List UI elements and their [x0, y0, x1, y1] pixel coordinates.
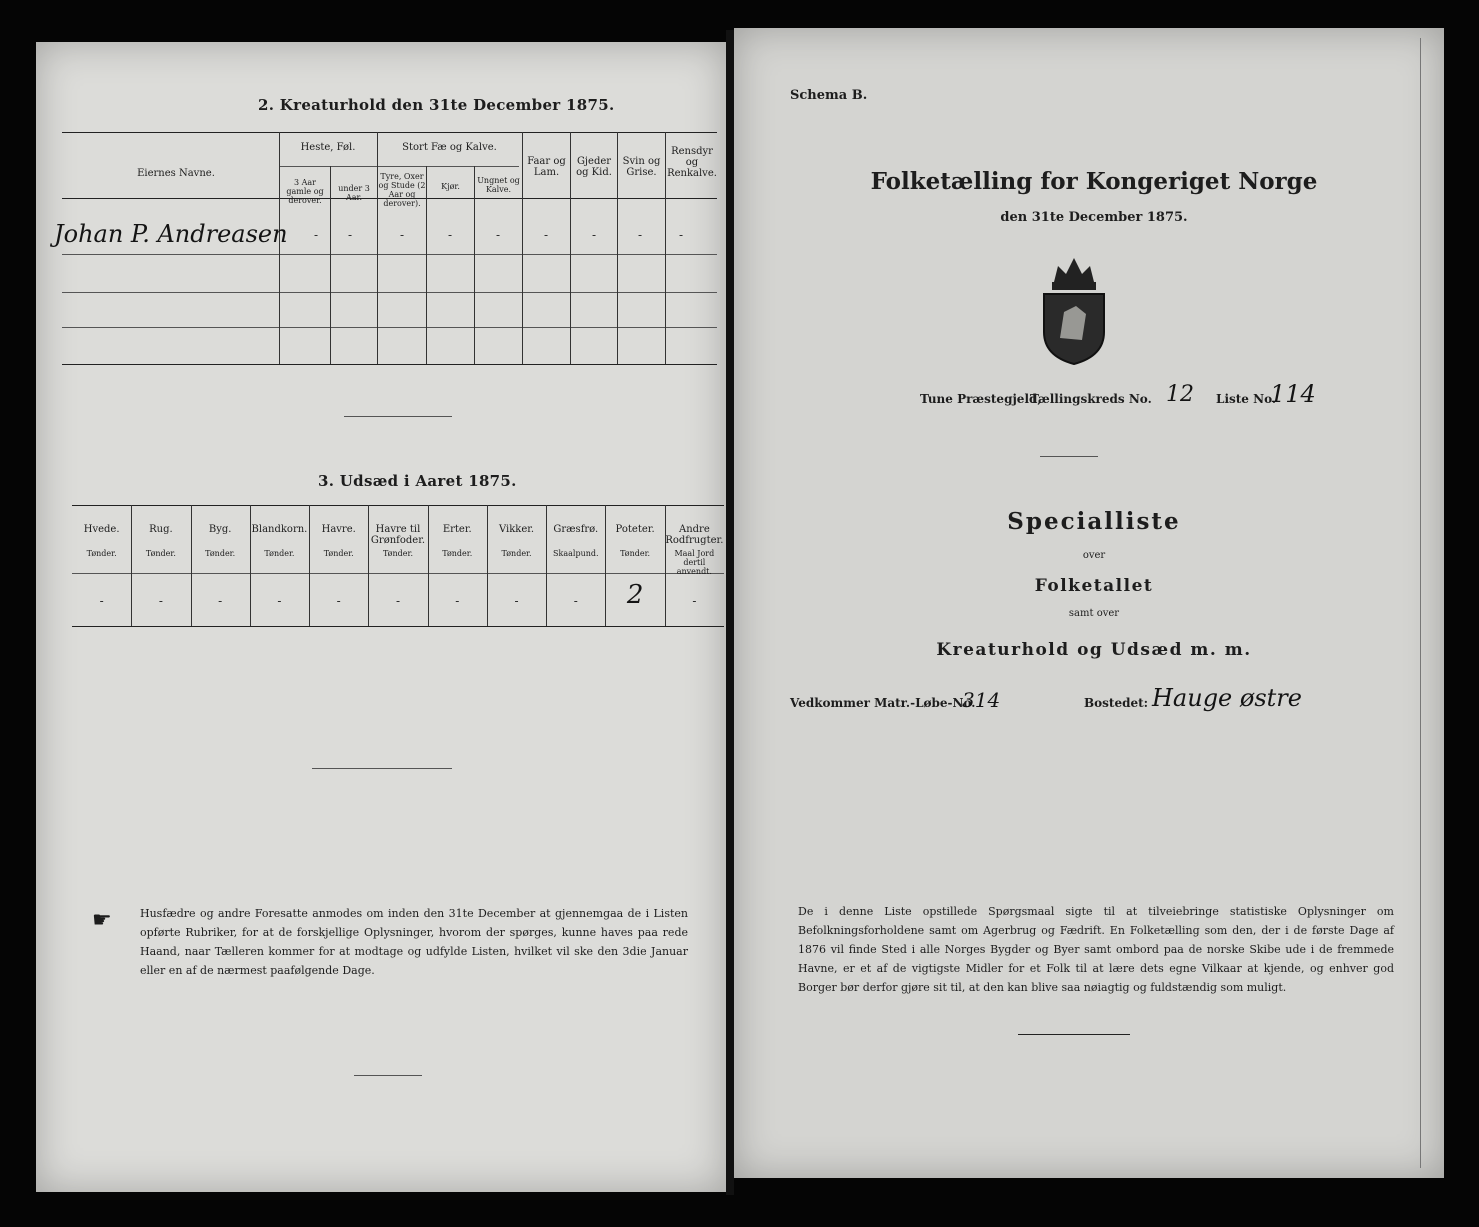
table3-unit: Tønder.: [501, 549, 532, 558]
divider: [344, 416, 452, 417]
table3-cell-value: -: [395, 594, 401, 608]
section2-title: 2. Kreaturhold den 31te December 1875.: [258, 96, 615, 114]
table3-header: Vikker.: [498, 524, 535, 535]
table3-header: Græsfrø.: [553, 524, 599, 535]
table3-cell-value: -: [336, 594, 341, 608]
table3-unit: Tønder.: [323, 549, 354, 558]
folketallet-title: Folketallet: [1034, 576, 1154, 596]
census-title: Folketælling for Kongeriget Norge: [870, 168, 1318, 195]
header-cattle: Stort Fæ og Kalve.: [402, 142, 497, 153]
cell-value: -: [544, 228, 549, 242]
table2-row-rule-2: [62, 292, 717, 293]
table3-cell-value: -: [514, 594, 519, 608]
specialliste-title: Specialliste: [1007, 508, 1181, 535]
header-horses-b: under 3 Aar.: [338, 184, 370, 202]
matr-number: 314: [962, 688, 1001, 712]
table3-cell-value: -: [218, 594, 223, 608]
cell-value: -: [592, 228, 597, 242]
header-horses: Heste, Føl.: [300, 142, 356, 153]
parish-label: Tune Præstegjeld,: [920, 392, 1042, 406]
table2-col-sep: [426, 166, 427, 364]
table2-row-rule-1: [62, 254, 717, 255]
household-notice: Husfædre og andre Foresatte anmodes om inden den 31te December at gjennemgaa de i Listen opførte Rubriker, for at de forskjellige Oplysninger, hvorom der spørges, kunne haves paa rede Haand, naar Tælleren kommer for at modtage og udfylde Listen, hvilket vil ske den 3die Januar eller en af de nærmest paafølgende Dage.: [140, 907, 688, 977]
book-spine: [726, 30, 734, 1195]
samt-over-text: samt over: [1068, 608, 1120, 619]
table2-col-sep: [474, 166, 475, 364]
table2-sub-rule: [279, 166, 519, 167]
kreaturhold-title: Kreaturhold og Udsæd m. m.: [936, 640, 1252, 660]
matr-label: Vedkommer Matr.-Løbe-No.: [790, 696, 976, 710]
header-cattle-b: Kjør.: [441, 182, 460, 191]
table3-cell-value: -: [158, 594, 163, 608]
header-owner: Eiernes Navne.: [137, 168, 215, 179]
schema-label: Schema B.: [790, 88, 868, 103]
list-number: 114: [1270, 380, 1316, 408]
table3-header: Havre til Grønfoder.: [370, 524, 426, 546]
table3-cell-value: -: [692, 594, 697, 608]
header-sheep: Faar og Lam.: [527, 156, 566, 178]
page-edge: [1420, 38, 1421, 1168]
table3-unit: Tønder.: [145, 549, 176, 558]
table3-unit: Tønder.: [205, 549, 236, 558]
table3-header: Rug.: [149, 524, 173, 535]
header-cattle-c: Ungnet og Kalve.: [477, 176, 520, 194]
table2-col-sep: [279, 132, 280, 364]
table3-unit: Skaalpund.: [553, 549, 599, 558]
bosted-label: Bostedet:: [1084, 696, 1149, 710]
over-text: over: [1082, 550, 1106, 561]
table3-top-rule: [72, 505, 724, 506]
table3-header: Poteter.: [615, 524, 655, 535]
cell-value: -: [496, 228, 501, 242]
district-label: Tællingskreds No.: [1030, 392, 1152, 406]
table3-header: Blandkorn.: [251, 524, 308, 535]
cell-value: -: [348, 228, 353, 242]
right-page: [734, 28, 1444, 1178]
table3-unit: Tønder.: [86, 549, 117, 558]
district-number: 12: [1166, 382, 1194, 407]
bosted-value: Hauge østre: [1152, 684, 1302, 712]
table3-cell-value: -: [99, 594, 104, 608]
cell-value: -: [400, 228, 405, 242]
census-footer-text: De i denne Liste opstillede Spørgsmaal sigte til at tilveiebringe statistiske Oplysninger om Befolkningsforholdene samt om Agerbrug og Fædrift. En Folketælling som den, der i de første Dage af 1876 vil finde Sted i alle Norges Bygder og Byer samt ombord paa de norske Skibe ude i de fremmede Havne, er et af de vigtigste Midler for et Folk til at lære dets egne Vilkaar at kjende, og enhver god Borger bør derfor gjøre sit til, at den kan blive saa nøiagtig og fuldstændig som muligt.: [798, 905, 1394, 994]
table2-bottom-rule: [62, 364, 717, 365]
list-label: Liste No.: [1216, 392, 1277, 406]
table3-header: Erter.: [442, 524, 472, 535]
divider: [354, 1075, 422, 1076]
table2-col-sep: [377, 132, 378, 364]
divider: [1040, 456, 1098, 457]
cell-value: -: [679, 228, 684, 242]
header-reindeer: Rensdyr og Renkalve.: [667, 146, 717, 179]
table2-row-rule-3: [62, 327, 717, 328]
table3-header: Andre Rodfrugter.: [665, 524, 724, 546]
table3-unit: Tønder.: [620, 549, 651, 558]
divider: [1018, 1034, 1130, 1035]
table3-unit: Tønder.: [264, 549, 295, 558]
table3-cell-value: -: [573, 594, 578, 608]
table2-top-rule: [62, 132, 717, 133]
table3-cell-value: 2: [626, 580, 644, 610]
table3-bottom-rule: [72, 626, 724, 627]
divider: [312, 768, 452, 769]
owner-name: Johan P. Andreasen: [54, 220, 288, 248]
table3-cell-value: -: [277, 594, 282, 608]
header-cattle-a: Tyre, Oxer og Stude (2 Aar og derover).: [378, 172, 426, 208]
table3-unit: Maal Jord dertil anvendt.: [674, 549, 715, 576]
section3-title: 3. Udsæd i Aaret 1875.: [318, 472, 517, 490]
table3-header: Hvede.: [83, 524, 120, 535]
table3-header-rule: [72, 573, 724, 574]
left-page: [36, 42, 726, 1192]
table3-header: Byg.: [208, 524, 232, 535]
table3-header: Havre.: [321, 524, 356, 535]
table3-cell-value: -: [455, 594, 460, 608]
pointing-hand-icon: ☛: [92, 908, 112, 933]
header-horses-a: 3 Aar gamle og derover.: [286, 178, 324, 205]
coat-of-arms-icon: [1034, 248, 1114, 368]
header-pigs: Svin og Grise.: [622, 156, 661, 178]
cell-value: -: [314, 228, 319, 242]
header-goats: Gjeder og Kid.: [576, 156, 612, 178]
cell-value: -: [638, 228, 643, 242]
census-date: den 31te December 1875.: [1000, 210, 1188, 225]
table3-unit: Tønder.: [382, 549, 413, 558]
table3-unit: Tønder.: [442, 549, 473, 558]
cell-value: -: [448, 228, 453, 242]
